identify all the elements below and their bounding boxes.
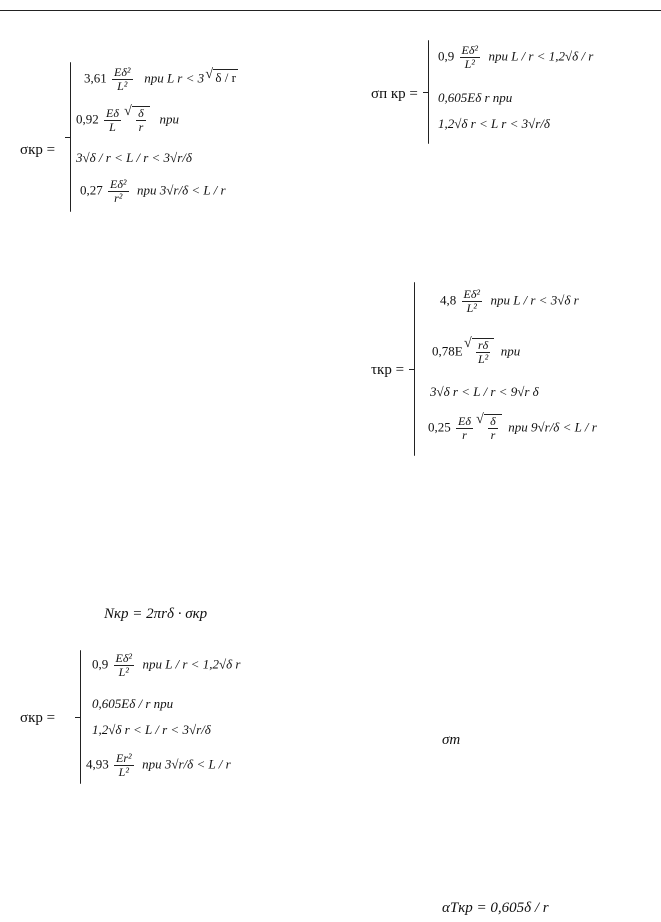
formula-row: 0,605Eδ r при xyxy=(438,90,513,105)
formula-row: 0,27 $\frac{\text{Eδ²}}{\text{r²}}$ при 3√r/δ < L / r xyxy=(80,177,226,205)
formula-row: 3√δ / r < L / r < 3√r/δ xyxy=(76,150,192,165)
formula-row: 4,93 $\frac{\text{Er²}}{\text{L²}}$ при 3√r/δ < L / r xyxy=(86,751,231,779)
formula-row: 0,25 $\frac{E\delta}{r}$ √ $\frac{\delta}{r}$ при 9√r/δ < L / r xyxy=(428,414,597,442)
formula-row: 1,2√δ r < L r < 3√r/δ xyxy=(438,116,550,131)
brace xyxy=(414,282,415,456)
formula-row: 0,9 $\frac{\text{Eδ²}}{\text{L²}}$ при L / r < 1,2√δ r xyxy=(92,651,241,679)
header-rule xyxy=(0,10,661,11)
formula-lhs: σп кр = xyxy=(371,86,418,102)
formula-alpha-t-cr: αTкр = 0,605δ / r xyxy=(442,900,549,916)
formula-row: 0,605Eδ / r при xyxy=(92,696,174,711)
formula-n-cr: Nкр = 2πrδ · σкр xyxy=(104,606,208,622)
formula-lhs: σкр = xyxy=(20,142,56,158)
formula-sigma-t: σт xyxy=(442,732,461,748)
brace xyxy=(70,62,71,212)
formula-row: 0,92 $\frac{E\delta}{L}$ √ $\frac{\delta}{r}$ при xyxy=(76,106,179,134)
formula-row: 0,9 $\frac{\text{Eδ²}}{\text{L²}}$ при L / r < 1,2√δ / r xyxy=(438,43,594,71)
formula-lhs: σкр = xyxy=(20,710,56,726)
formula-row: 3,61 $\frac{\text{Eδ²}}{\text{L²}}$ при L r < 3 √ δ / r xyxy=(84,66,238,93)
formula-row: 1,2√δ r < L / r < 3√r/δ xyxy=(92,722,211,737)
brace xyxy=(428,40,429,144)
formula-lhs: τкр = xyxy=(371,362,405,378)
formula-row: 3√δ r < L / r < 9√r δ xyxy=(430,384,539,399)
formula-row: 0,78E √ $\frac{r\delta}{\text{L²}}$ при xyxy=(432,338,520,366)
brace xyxy=(80,650,81,784)
formula-row: 4,8 $\frac{\text{Eδ²}}{\text{L²}}$ при L / r < 3√δ r xyxy=(440,287,579,315)
